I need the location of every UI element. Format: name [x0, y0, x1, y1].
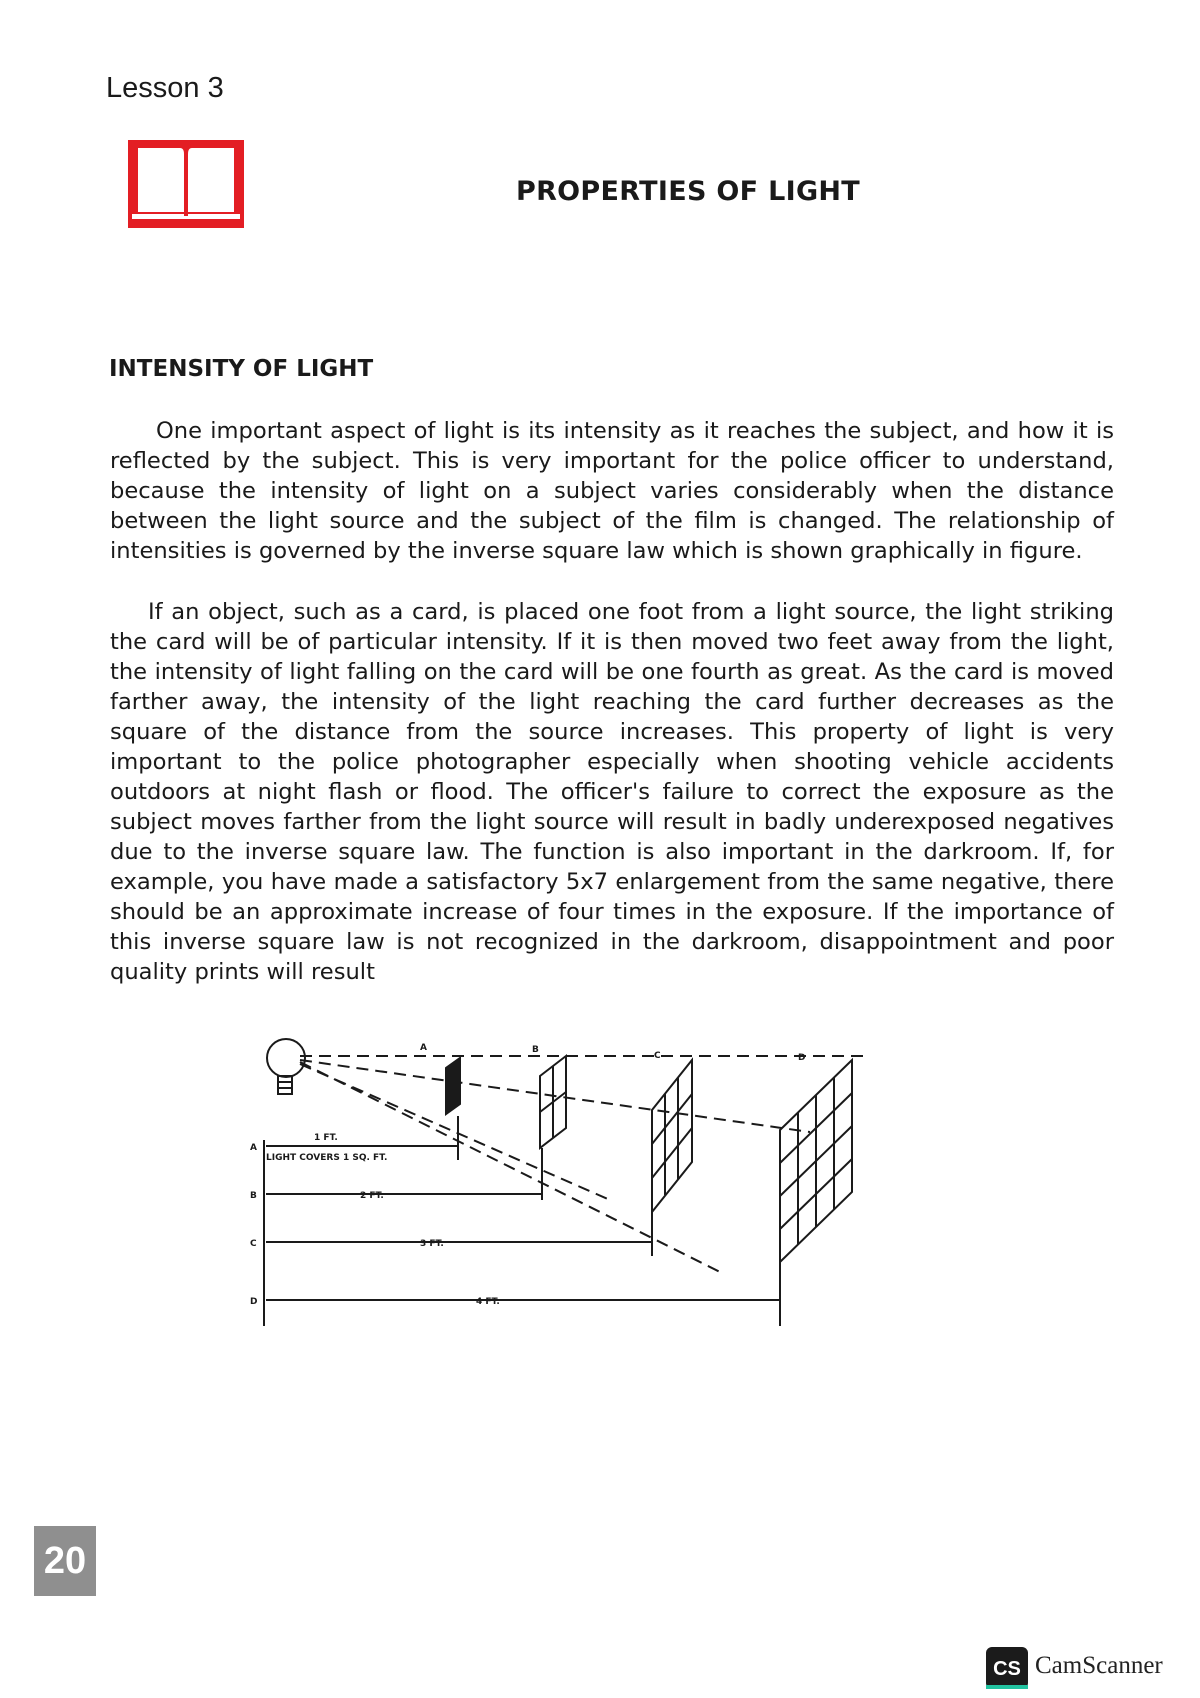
distance-1ft: 1 FT.: [314, 1133, 338, 1143]
inverse-square-law-figure: [250, 1020, 900, 1346]
open-book-icon: [128, 140, 244, 228]
light-bulb-icon: [267, 1039, 305, 1094]
light-rays: [300, 1056, 870, 1272]
top-label-b: B: [532, 1045, 539, 1055]
top-label-c: C: [654, 1051, 661, 1061]
side-label-b: B: [250, 1191, 257, 1201]
camscanner-watermark: CamScanner: [1035, 1652, 1163, 1679]
page-title: PROPERTIES OF LIGHT: [516, 176, 861, 207]
distance-2ft: 2 FT.: [360, 1191, 384, 1201]
card-d: [780, 1060, 852, 1262]
top-label-d: D: [798, 1053, 806, 1063]
lesson-label: Lesson 3: [106, 72, 224, 104]
paragraph-intro: One important aspect of light is its intensity as it reaches the subject, and how it is reflected by the subject. This is very important for the police officer to understand, because the intensity of light on a subject varies considerably when the distance between the light source and the subject of the film is changed. The relationship of intensities is governed by the inverse square law which is shown graphically in figure.: [110, 418, 1114, 564]
side-label-a: A: [250, 1143, 257, 1153]
card-b: [540, 1056, 566, 1148]
card-a: [446, 1058, 460, 1114]
side-label-d: D: [250, 1297, 258, 1307]
light-covers-note: LIGHT COVERS 1 SQ. FT.: [266, 1153, 388, 1163]
distance-4ft: 4 FT.: [476, 1297, 500, 1307]
section-heading: INTENSITY OF LIGHT: [109, 356, 374, 382]
camscanner-logo-text: CS: [993, 1658, 1021, 1680]
side-label-c: C: [250, 1239, 257, 1249]
paragraph-inverse-square: If an object, such as a card, is placed one foot from a light source, the light striking the card will be of particular intensity. If it is then moved two feet away from the light, the intensity of light falling on the card will be one fourth as great. As the card is moved farther away, the intensity of the light reaching the card further decreases as the square of the distance from the source increases. This property of light is very important to the police photographer especially when shooting vehicle accidents outdoors at night flash or flood. The officer's failure to correct the exposure as the subject moves farther from the light source will result in badly underexposed negatives due to the inverse square law. The function is also important in the darkroom. If, for example, you have made a satisfactory 5x7 enlargement from the same negative, there should be an approximate increase of four times in the exposure. If the importance of this inverse square law is not recognized in the darkroom, disappointment and poor quality prints will result: [110, 599, 1114, 985]
distance-3ft: 3 FT.: [420, 1239, 444, 1249]
camscanner-logo-icon: [986, 1647, 1028, 1689]
page-number: 20: [34, 1526, 96, 1596]
card-c: [652, 1060, 692, 1212]
top-label-a: A: [420, 1043, 427, 1053]
distance-lines: [264, 1116, 780, 1326]
